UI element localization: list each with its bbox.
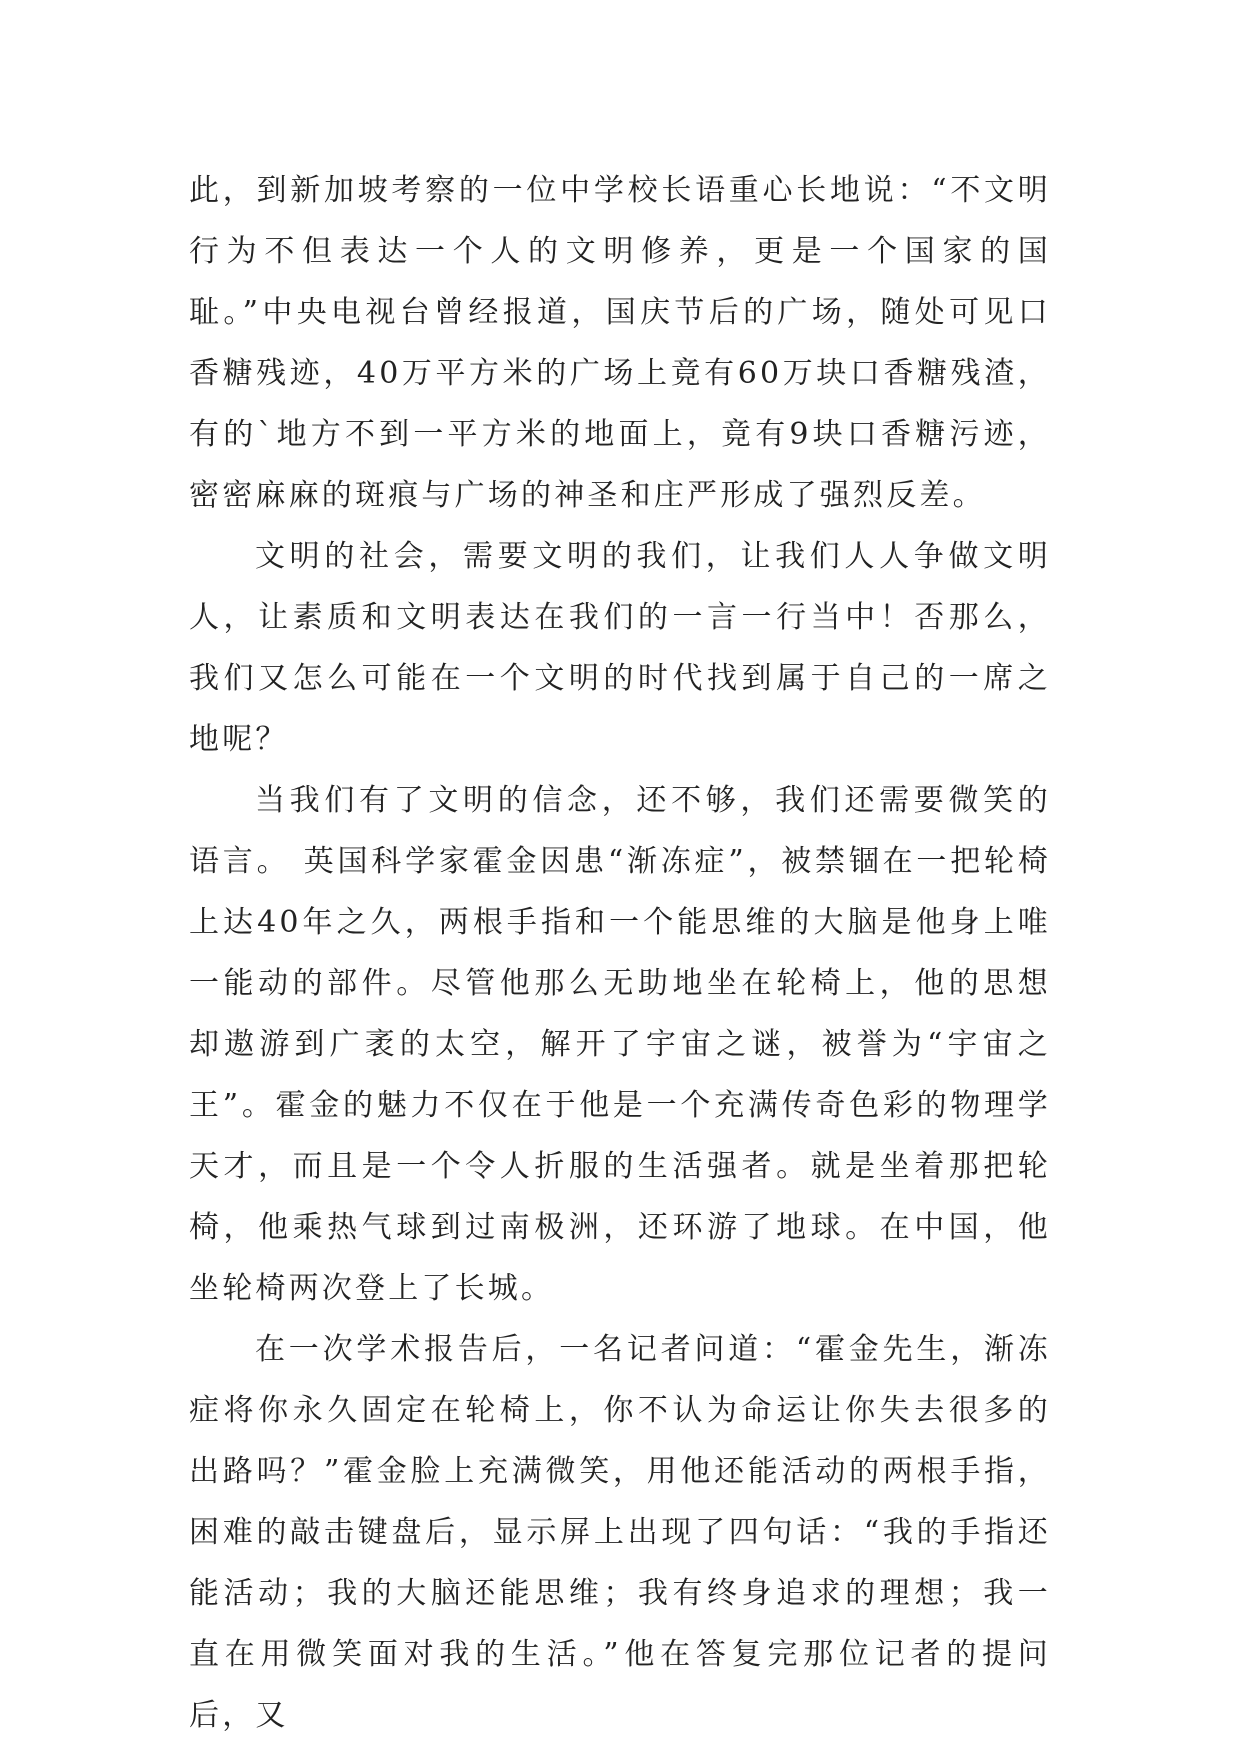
paragraph-1: 此，到新加坡考察的一位中学校长语重心长地说：“不文明行为不但表达一个人的文明修养，更是一个国家的国耻。”中央电视台曾经报道，国庆节后的广场，随处可见口香糖残迹，40万平方米的广场上竟有60万块口香糖残渣，有的`地方不到一平方米的地面上，竟有9块口香糖污迹，密密麻麻的斑痕与广场的神圣和庄严形成了强烈反差。 (189, 173, 1051, 513)
paragraph-3: 当我们有了文明的信念，还不够，我们还需要微笑的语言。 英国科学家霍金因患“渐冻症”，被禁锢在一把轮椅上达40年之久，两根手指和一个能思维的大脑是他身上唯一能动的部件。尽管他那么无助地坐在轮椅上，他的思想却遨游到广袤的太空，解开了宇宙之谜，被誉为“宇宙之王”。霍金的魅力不仅在于他是一个充满传奇色彩的物理学天才，而且是一个令人折服的生活强者。就是坐着那把轮椅，他乘热气球到过南极洲，还环游了地球。在中国，他坐轮椅两次登上了长城。 (189, 783, 1051, 1306)
paragraph-4: 在一次学术报告后，一名记者问道：“霍金先生，渐冻症将你永久固定在轮椅上，你不认为命运让你失去很多的出路吗？”霍金脸上充满微笑，用他还能活动的两根手指，困难的敲击键盘后，显示屏上出现了四句话：“我的手指还能活动；我的大脑还能思维；我有终身追求的理想；我一直在用微笑面对我的生活。”他在答复完那位记者的提问后，又 (189, 1332, 1051, 1733)
paragraph-2: 文明的社会，需要文明的我们，让我们人人争做文明人，让素质和文明表达在我们的一言一行当中！否那么，我们又怎么可能在一个文明的时代找到属于自己的一席之地呢？ (189, 539, 1051, 757)
document-body (189, 160, 1051, 1746)
